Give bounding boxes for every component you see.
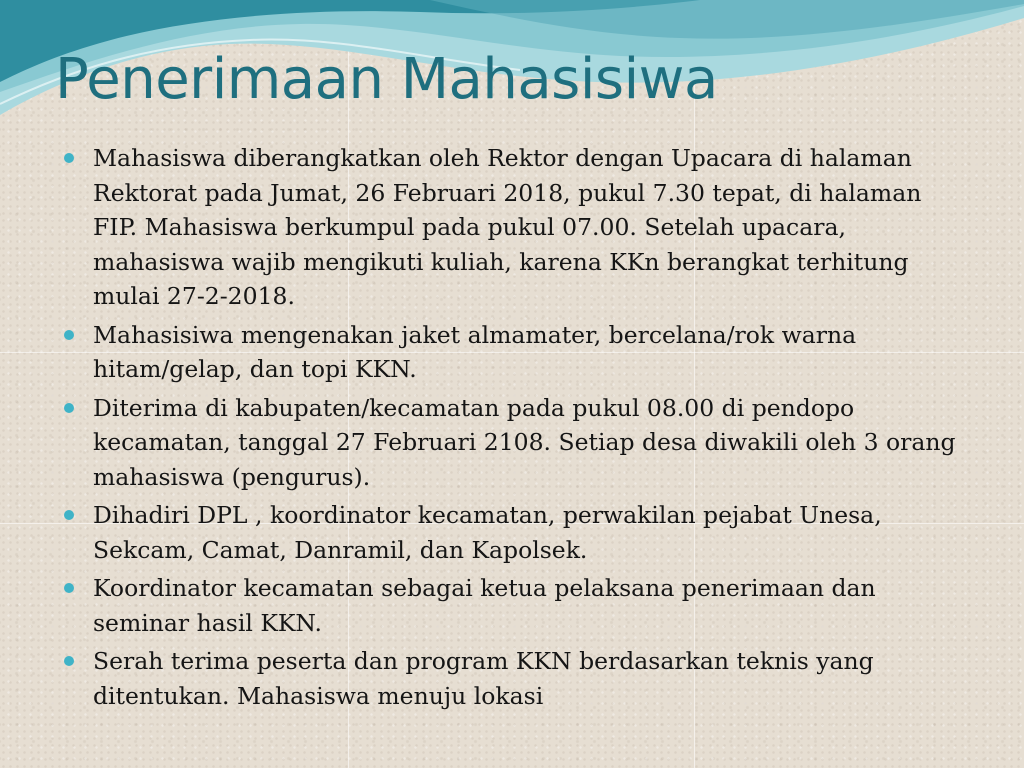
bullet-list (60, 141, 965, 717)
slide-title: Penerimaan Mahasisiwa (55, 47, 718, 112)
list-item (60, 391, 965, 495)
bullet-text: Koordinator kecamatan sebagai ketua pelaksana penerimaan dan seminar hasil KKN. (93, 574, 876, 637)
bullet-dot-icon (64, 330, 74, 340)
list-item (60, 498, 965, 567)
list-item (60, 571, 965, 640)
bullet-dot-icon (64, 583, 74, 593)
bullet-text: Diterima di kabupaten/kecamatan pada pukul 08.00 di pendopo kecamatan, tanggal 27 Februari 2108. Setiap desa diwakili oleh 3 orang mahasiswa (pengurus). (93, 393, 956, 491)
list-item (60, 644, 965, 713)
bullet-text: Mahasiswa diberangkatkan oleh Rektor dengan Upacara di halaman Rektorat pada Jumat, 26 Februari 2018, pukul 7.30 tepat, di halaman FIP. Mahasiswa berkumpul pada pukul 07.00. Setelah upacara, mahasiswa wajib mengikuti kuliah, karena KKn berangkat terhitung mulai 27-2-2018. (93, 144, 922, 310)
bullet-dot-icon (64, 510, 74, 520)
list-item (60, 318, 965, 387)
bullet-dot-icon (64, 656, 74, 666)
bullet-text: Mahasisiwa mengenakan jaket almamater, bercelana/rok warna hitam/gelap, dan topi KKN. (93, 320, 857, 383)
bullet-text: Dihadiri DPL , koordinator kecamatan, perwakilan pejabat Unesa, Sekcam, Camat, Danramil, dan Kapolsek. (93, 501, 882, 564)
bullet-text: Serah terima peserta dan program KKN berdasarkan teknis yang ditentukan. Mahasiswa menuju lokasi (93, 647, 874, 710)
list-item (60, 141, 965, 314)
bullet-dot-icon (64, 403, 74, 413)
bullet-dot-icon (64, 153, 74, 163)
